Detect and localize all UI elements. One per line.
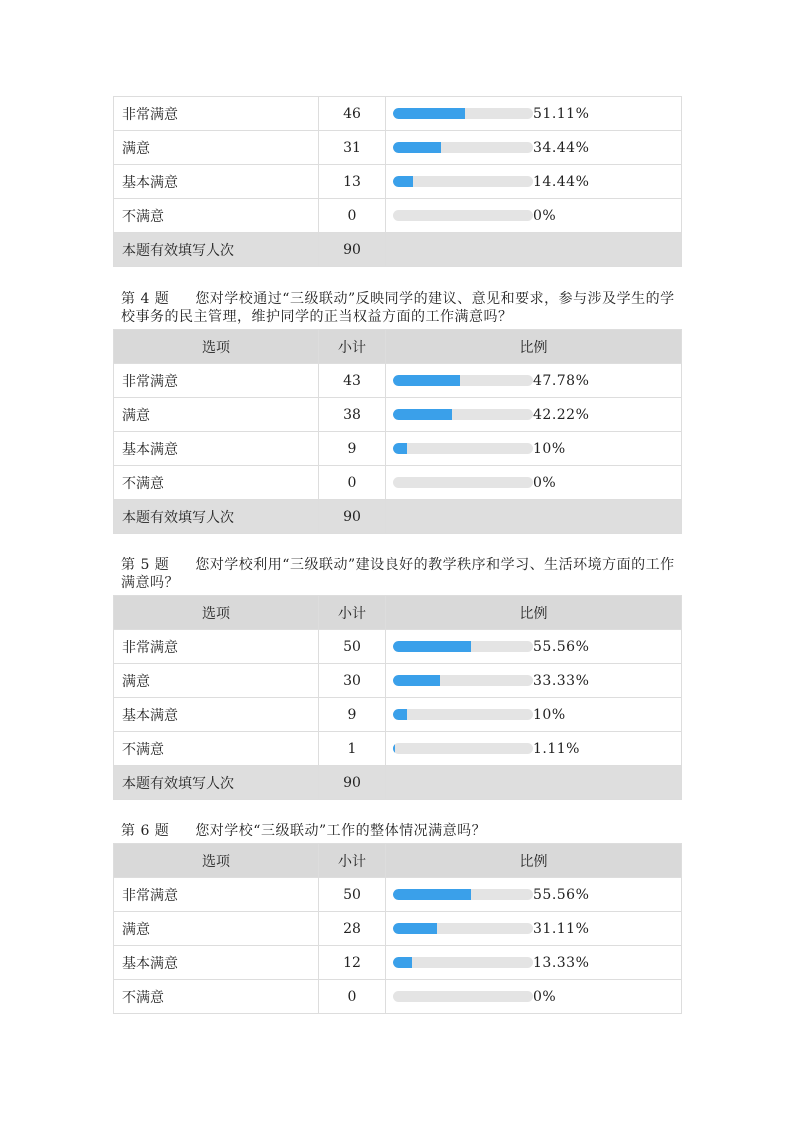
option-label: 基本满意 [114,946,319,980]
option-count: 1 [319,732,386,766]
ratio-cell [386,364,682,398]
question-title [113,290,681,326]
progress-fill [393,923,437,934]
percent-label: 55.56% [533,638,590,655]
option-count: 38 [319,398,386,432]
total-count: 90 [319,233,386,267]
ratio-cell [386,165,682,199]
percent-label: 55.56% [533,886,590,903]
table-row [114,466,682,500]
percent-label: 0% [533,988,557,1005]
table-header-row [114,330,682,364]
progress-bar [393,176,533,187]
header-ratio: 比例 [386,330,682,364]
option-label: 非常满意 [114,364,319,398]
table-row [114,732,682,766]
option-label: 不满意 [114,732,319,766]
ratio-cell [386,199,682,233]
result-table [113,329,682,534]
question-number: 第 6 题 [121,823,170,839]
option-count: 31 [319,131,386,165]
header-count: 小计 [319,844,386,878]
header-ratio: 比例 [386,596,682,630]
option-count: 0 [319,980,386,1014]
ratio-cell [386,698,682,732]
question-block-6 [113,822,681,1014]
table-body [114,630,682,800]
option-count: 30 [319,664,386,698]
option-label: 基本满意 [114,432,319,466]
option-label: 不满意 [114,199,319,233]
option-count: 50 [319,878,386,912]
result-table [113,595,682,800]
progress-fill [393,108,465,119]
table-header-row [114,596,682,630]
ratio-cell [386,980,682,1014]
total-row [114,500,682,534]
total-count: 90 [319,500,386,534]
header-option: 选项 [114,330,319,364]
option-count: 13 [319,165,386,199]
option-label: 满意 [114,131,319,165]
question-block-4 [113,290,681,534]
percent-label: 42.22% [533,406,590,423]
total-count: 90 [319,766,386,800]
option-count: 0 [319,199,386,233]
progress-fill [393,957,412,968]
progress-fill [393,709,407,720]
option-label: 基本满意 [114,165,319,199]
total-empty-cell [386,233,682,267]
ratio-cell [386,97,682,131]
table-row [114,165,682,199]
question-text: 您对学校“三级联动”工作的整体情况满意吗？ [195,823,487,839]
table-row [114,630,682,664]
ratio-cell [386,466,682,500]
progress-bar [393,477,533,488]
option-label: 非常满意 [114,878,319,912]
option-label: 不满意 [114,466,319,500]
progress-bar [393,142,533,153]
percent-label: 33.33% [533,672,590,689]
question-title [113,556,681,592]
percent-label: 47.78% [533,372,590,389]
table-row [114,131,682,165]
progress-fill [393,375,460,386]
option-count: 46 [319,97,386,131]
percent-label: 13.33% [533,954,590,971]
ratio-cell [386,398,682,432]
progress-bar [393,709,533,720]
progress-fill [393,142,441,153]
question-title [113,822,681,840]
progress-bar [393,675,533,686]
ratio-cell [386,432,682,466]
progress-fill [393,176,413,187]
option-label: 满意 [114,664,319,698]
percent-label: 31.11% [533,920,590,937]
table-body [114,364,682,534]
table-row [114,698,682,732]
progress-bar [393,210,533,221]
header-ratio: 比例 [386,844,682,878]
percent-label: 0% [533,207,557,224]
percent-label: 0% [533,474,557,491]
option-label: 不满意 [114,980,319,1014]
table-row [114,364,682,398]
percent-label: 10% [533,706,566,723]
result-table [113,96,682,267]
option-label: 满意 [114,912,319,946]
ratio-cell [386,912,682,946]
option-count: 9 [319,432,386,466]
progress-bar [393,889,533,900]
question-number: 第 4 题 [121,291,170,307]
percent-label: 51.11% [533,105,590,122]
question-number: 第 5 题 [121,557,170,573]
total-empty-cell [386,500,682,534]
option-label: 非常满意 [114,630,319,664]
option-count: 28 [319,912,386,946]
progress-bar [393,641,533,652]
progress-fill [393,409,452,420]
percent-label: 1.11% [533,740,580,757]
ratio-cell [386,131,682,165]
question-block-5 [113,556,681,800]
question-text: 您对学校通过“三级联动”反映同学的建议、意见和要求，参与涉及学生的学校事务的民主管理，维护同学的正当权益方面的工作满意吗？ [121,291,675,325]
question-text: 您对学校利用“三级联动”建设良好的教学秩序和学习、生活环境方面的工作满意吗？ [121,557,675,591]
result-table [113,843,682,1014]
table-row [114,878,682,912]
progress-fill [393,675,440,686]
progress-fill [393,743,395,754]
ratio-cell [386,732,682,766]
total-label: 本题有效填写人次 [114,233,319,267]
progress-bar [393,108,533,119]
header-count: 小计 [319,596,386,630]
option-label: 非常满意 [114,97,319,131]
percent-label: 10% [533,440,566,457]
total-row [114,766,682,800]
table-header-row [114,844,682,878]
table-row [114,199,682,233]
option-count: 50 [319,630,386,664]
total-label: 本题有效填写人次 [114,500,319,534]
option-count: 43 [319,364,386,398]
table-body [114,878,682,1014]
header-count: 小计 [319,330,386,364]
header-option: 选项 [114,844,319,878]
option-count: 9 [319,698,386,732]
ratio-cell [386,946,682,980]
option-count: 0 [319,466,386,500]
option-label: 满意 [114,398,319,432]
progress-fill [393,641,471,652]
table-row [114,432,682,466]
progress-bar [393,409,533,420]
option-count: 12 [319,946,386,980]
progress-bar [393,375,533,386]
progress-bar [393,991,533,1002]
header-option: 选项 [114,596,319,630]
progress-bar [393,957,533,968]
progress-bar [393,923,533,934]
table-row [114,398,682,432]
table-body [114,97,682,267]
table-row [114,97,682,131]
percent-label: 34.44% [533,139,590,156]
progress-bar [393,743,533,754]
total-empty-cell [386,766,682,800]
progress-bar [393,443,533,454]
progress-fill [393,889,471,900]
table-row [114,980,682,1014]
option-label: 基本满意 [114,698,319,732]
table-row [114,912,682,946]
progress-fill [393,443,407,454]
ratio-cell [386,630,682,664]
ratio-cell [386,878,682,912]
question-block-1 [113,96,681,267]
total-label: 本题有效填写人次 [114,766,319,800]
ratio-cell [386,664,682,698]
total-row [114,233,682,267]
percent-label: 14.44% [533,173,590,190]
table-row [114,664,682,698]
table-row [114,946,682,980]
